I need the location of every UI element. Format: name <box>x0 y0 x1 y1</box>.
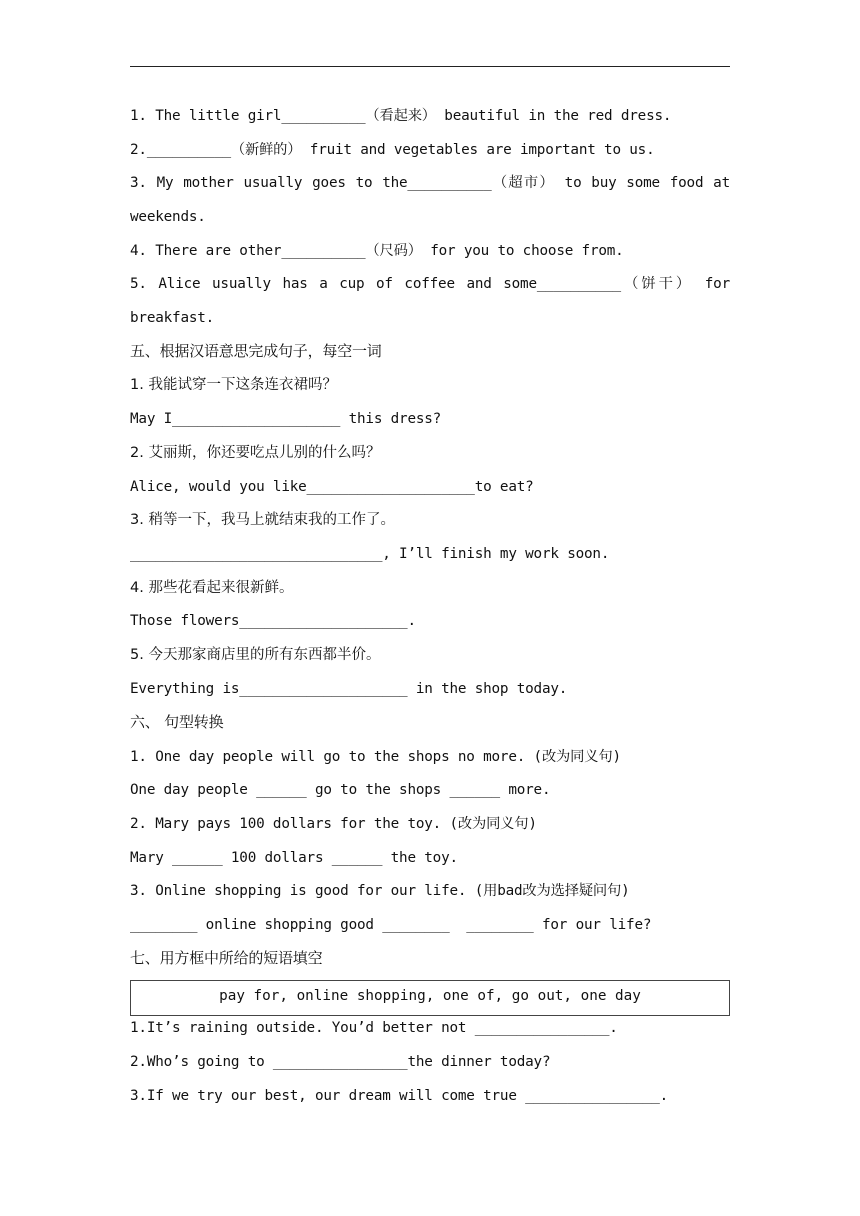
s5-item-3-chinese: 3. 稍等一下，我马上就结束我的工作了。 <box>130 512 395 528</box>
s7-item-3: 3.If we try our best, our dream will come true ________________. <box>130 1088 669 1104</box>
s5-item-1-chinese: 1. 我能试穿一下这条连衣裙吗？ <box>130 377 337 393</box>
s5-item-3-english: ______________________________, I’ll finish my work soon. <box>130 546 610 562</box>
section-7-heading: 七、用方框中所给的短语填空 <box>130 949 323 967</box>
s5-item-4-english: Those flowers____________________. <box>130 613 416 629</box>
header-rule <box>130 66 730 67</box>
s6-item-3-question: 3. Online shopping is good for our life. (用bad改为选择疑问句) <box>130 883 630 899</box>
s4-question-3-line-2: weekends. <box>130 209 206 225</box>
s4-question-2: 2.__________（新鲜的） fruit and vegetables are important to us. <box>130 142 655 158</box>
s7-item-1: 1.It’s raining outside. You’d better not ________________. <box>130 1020 618 1036</box>
phrase-box-text: pay for, online shopping, one of, go out, one day <box>219 988 641 1004</box>
section-5-heading: 五、根据汉语意思完成句子，每空一词 <box>130 342 382 360</box>
s6-item-2-question: 2. Mary pays 100 dollars for the toy. (改为同义句) <box>130 816 537 832</box>
phrase-box <box>130 980 730 1016</box>
s4-question-1: 1. The little girl__________（看起来） beautiful in the red dress. <box>130 108 672 124</box>
s7-item-2: 2.Who’s going to ________________the dinner today? <box>130 1054 551 1070</box>
s5-item-1-english: May I____________________ this dress? <box>130 411 442 427</box>
s5-item-5-english: Everything is____________________ in the shop today. <box>130 681 568 697</box>
s6-item-3-answer: ________ online shopping good ________ ________ for our life? <box>130 917 652 933</box>
s6-item-2-answer: Mary ______ 100 dollars ______ the toy. <box>130 850 458 866</box>
s4-question-4: 4. There are other__________（尺码） for you to choose from. <box>130 243 624 259</box>
s6-item-1-question: 1. One day people will go to the shops no more. (改为同义句) <box>130 749 621 765</box>
s6-item-1-answer: One day people ______ go to the shops ______ more. <box>130 782 551 798</box>
section-6-heading: 六、 句型转换 <box>130 713 224 731</box>
s4-question-5-line-1: 5. Alice usually has a cup of coffee and some__________（饼干） for <box>130 276 730 292</box>
s4-question-5-line-2: breakfast. <box>130 310 215 326</box>
s5-item-2-english: Alice, would you like____________________to eat? <box>130 479 534 495</box>
s5-item-2-chinese: 2. 艾丽斯，你还要吃点儿别的什么吗？ <box>130 445 381 461</box>
s5-item-5-chinese: 5. 今天那家商店里的所有东西都半价。 <box>130 647 381 663</box>
s4-question-3-line-1: 3. My mother usually goes to the__________（超市） to buy some food at <box>130 175 730 191</box>
s5-item-4-chinese: 4. 那些花看起来很新鲜。 <box>130 580 294 596</box>
